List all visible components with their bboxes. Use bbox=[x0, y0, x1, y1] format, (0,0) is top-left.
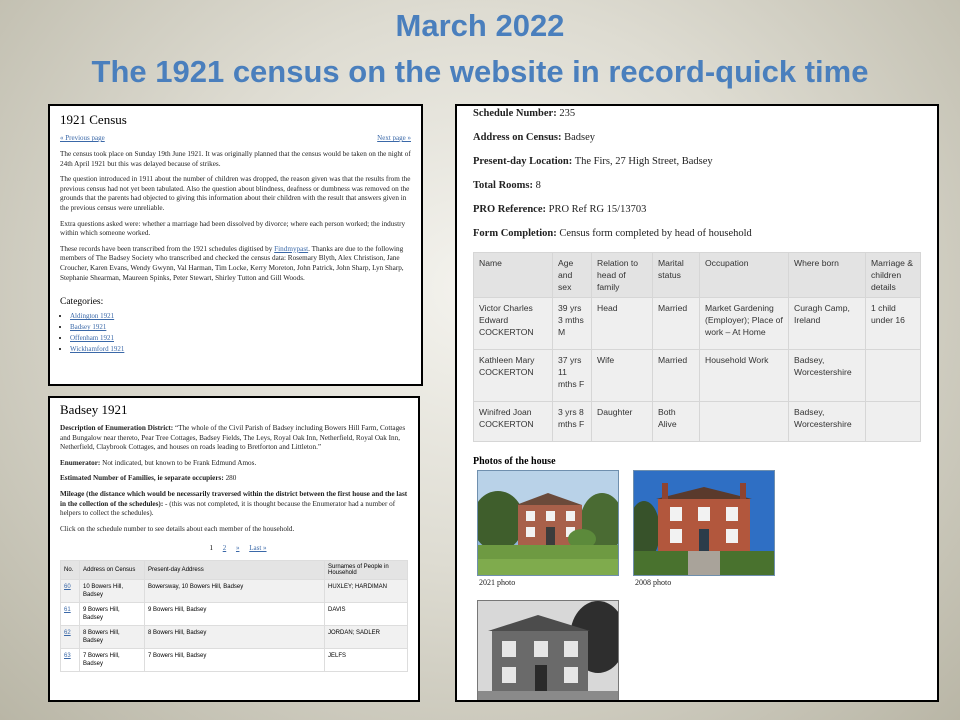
table-header bbox=[474, 253, 921, 298]
column-header: Where born bbox=[789, 253, 866, 298]
photo-caption-2008: 2008 photo bbox=[635, 578, 672, 587]
badsey-1921-panel bbox=[48, 396, 420, 702]
list-item bbox=[70, 333, 411, 344]
enumerator bbox=[60, 459, 408, 469]
field-value: 8 bbox=[533, 180, 541, 191]
table-cell: Badsey, Worcestershire bbox=[789, 402, 866, 442]
table-row bbox=[474, 402, 921, 442]
pro-reference bbox=[473, 204, 921, 215]
field-label: Present-day Location: bbox=[473, 156, 573, 167]
list-item bbox=[70, 311, 411, 322]
table-cell: 10 Bowers Hill, Badsey bbox=[80, 580, 145, 603]
column-header: Marital status bbox=[653, 253, 700, 298]
household-table bbox=[473, 252, 921, 442]
column-header: Name bbox=[474, 253, 553, 298]
schedules-table bbox=[60, 560, 408, 672]
table-cell bbox=[700, 402, 789, 442]
house-photo-historic[interactable] bbox=[477, 600, 619, 702]
table-row bbox=[474, 350, 921, 402]
list-item bbox=[70, 344, 411, 355]
field-label: PRO Reference: bbox=[473, 204, 546, 215]
credits-paragraph bbox=[60, 245, 411, 283]
field-label: Address on Census: bbox=[473, 132, 562, 143]
table-cell: 7 Bowers Hill, Badsey bbox=[80, 649, 145, 672]
photo-caption-2021: 2021 photo bbox=[479, 578, 516, 587]
field-value: 280 bbox=[223, 474, 237, 483]
field-label: Enumerator: bbox=[60, 458, 101, 467]
table-cell: JELFS bbox=[325, 649, 408, 672]
column-header: Marriage & children details bbox=[866, 253, 921, 298]
table-cell: 8 Bowers Hill, Badsey bbox=[80, 626, 145, 649]
page-current: 1 bbox=[209, 544, 213, 553]
table-cell: Daughter bbox=[592, 402, 653, 442]
table-cell: Bowersway, 10 Bowers Hill, Badsey bbox=[145, 580, 325, 603]
field-value: Not indicated, but known to be Frank Edmund Amos. bbox=[100, 458, 257, 467]
categories-heading: Categories: bbox=[60, 297, 104, 308]
field-label: Total Rooms: bbox=[473, 180, 533, 191]
field-label: Schedule Number: bbox=[473, 108, 557, 119]
house-photo-2008[interactable] bbox=[633, 470, 775, 576]
table-cell: Winifred Joan COCKERTON bbox=[474, 402, 553, 442]
table-cell: HUXLEY; HARDIMAN bbox=[325, 580, 408, 603]
field-label: Form Completion: bbox=[473, 228, 557, 239]
schedule-number bbox=[473, 108, 921, 119]
list-item bbox=[70, 322, 411, 333]
estimated-families bbox=[60, 474, 408, 484]
table-cell bbox=[866, 350, 921, 402]
house-photo-2021[interactable] bbox=[477, 470, 619, 576]
next-page-link[interactable]: » bbox=[235, 544, 240, 553]
table-cell bbox=[61, 649, 80, 672]
field-label: Description of Enumeration District: bbox=[60, 424, 174, 432]
table-cell: Wife bbox=[592, 350, 653, 402]
page-title: Badsey 1921 bbox=[60, 402, 128, 417]
table-cell: DAVIS bbox=[325, 603, 408, 626]
table-cell: 8 Bowers Hill, Badsey bbox=[145, 626, 325, 649]
category-link-offenham[interactable]: Offenham 1921 bbox=[70, 334, 114, 343]
field-label: Estimated Number of Families, ie separate occupiers: bbox=[60, 474, 224, 483]
schedule-link[interactable]: 63 bbox=[64, 653, 71, 660]
present-day-location bbox=[473, 156, 921, 167]
table-row bbox=[474, 298, 921, 350]
table-cell: 9 Bowers Hill, Badsey bbox=[145, 603, 325, 626]
category-link-wickhamford[interactable]: Wickhamford 1921 bbox=[70, 345, 125, 354]
table-cell: Badsey, Worcestershire bbox=[789, 350, 866, 402]
extra-questions-paragraph: Extra questions asked were: whether a marriage had been dissolved by divorce; where each person worked; the industry within which someone worked. bbox=[60, 219, 406, 238]
table-cell: JORDAN; SADLER bbox=[325, 626, 408, 649]
slide-title: March 2022 bbox=[395, 8, 565, 43]
table-cell: Head bbox=[592, 298, 653, 350]
column-header: No. bbox=[61, 561, 80, 580]
next-page-link[interactable]: Next page » bbox=[377, 134, 411, 142]
table-cell: Kathleen Mary COCKERTON bbox=[474, 350, 553, 402]
findmypast-link[interactable]: Findmypast bbox=[274, 244, 309, 253]
table-cell: 1 child under 16 bbox=[866, 298, 921, 350]
previous-page-link[interactable]: « Previous page bbox=[60, 134, 105, 142]
form-completion bbox=[473, 228, 921, 239]
page-link-2[interactable]: 2 bbox=[222, 544, 227, 553]
credits-text: These records have been transcribed from the 1921 schedules digitised by bbox=[60, 244, 275, 253]
slide-subtitle: The 1921 census on the website in record-quick time bbox=[91, 54, 869, 89]
table-header bbox=[61, 561, 408, 580]
pagination bbox=[60, 544, 408, 552]
table-row bbox=[61, 649, 408, 672]
photos-heading: Photos of the house bbox=[473, 456, 556, 467]
table-cell bbox=[866, 402, 921, 442]
table-cell bbox=[61, 603, 80, 626]
field-value: Badsey bbox=[561, 132, 596, 143]
field-value: 235 bbox=[556, 108, 576, 119]
field-value: Census form completed by head of household bbox=[556, 228, 752, 239]
census-overview-panel bbox=[48, 104, 423, 386]
total-rooms bbox=[473, 180, 921, 191]
table-cell: Market Gardening (Employer); Place of work – At Home bbox=[700, 298, 789, 350]
mileage bbox=[60, 490, 408, 519]
table-cell: Both Alive bbox=[653, 402, 700, 442]
column-header: Age and sex bbox=[553, 253, 592, 298]
table-cell: 39 yrs 3 mths M bbox=[553, 298, 592, 350]
schedule-link[interactable]: 62 bbox=[64, 630, 71, 637]
field-value: - (this was not completed, it is thought because the Enumerator had a number of helpers to collect the schedules). bbox=[60, 499, 396, 518]
field-value: PRO Ref RG 15/13703 bbox=[545, 204, 647, 215]
table-cell: Married bbox=[653, 350, 700, 402]
table-cell: 37 yrs 11 mths F bbox=[553, 350, 592, 402]
field-value: The Firs, 27 High Street, Badsey bbox=[572, 156, 713, 167]
page-title: 1921 Census bbox=[60, 112, 127, 127]
table-cell: 3 yrs 8 mths F bbox=[553, 402, 592, 442]
table-cell: Victor Charles Edward COCKERTON bbox=[474, 298, 553, 350]
category-link-badsey[interactable]: Badsey 1921 bbox=[70, 323, 107, 332]
field-label: Mileage (the distance which would be necessarily traversed within the district between the first house and the last in the collection of the schedules): bbox=[60, 489, 408, 508]
schedule-detail-panel bbox=[455, 104, 939, 702]
intro-paragraph: The census took place on Sunday 19th June 1921. It was originally planned that the census would be taken on the night of 24th April 1921 but this was delayed because of strikes. bbox=[60, 150, 411, 168]
schedule-link[interactable]: 60 bbox=[64, 584, 71, 591]
column-header: Occupation bbox=[700, 253, 789, 298]
column-header: Surnames of People in Household bbox=[325, 561, 408, 580]
enumeration-description bbox=[60, 424, 408, 453]
table-row bbox=[61, 603, 408, 626]
field-value: “The whole of the Civil Parish of Badsey including Bowers Hill Farm, Cottages and Bungalow near thereto, Pear Tree Cottages, Badsey Fields, The Leys, Royal Oak Inn, Netherfield, Royal Oak Inn, Netherfield, Claybrook Cottages, and houses on roads leading to Bretforton and Littleton.” bbox=[60, 424, 406, 452]
column-header: Address on Census bbox=[80, 561, 145, 580]
address-on-census bbox=[473, 132, 921, 143]
table-cell: Curagh Camp, Ireland bbox=[789, 298, 866, 350]
table-cell: Married bbox=[653, 298, 700, 350]
column-header: Relation to head of family bbox=[592, 253, 653, 298]
table-row bbox=[61, 626, 408, 649]
questions-paragraph: The question introduced in 1911 about the number of children was dropped, the reason given was that the results from the previous census had not yet been tabulated. Also the question about blindness, deafness or dumbness was removed on the grounds that the parents had objected to giving this information about their children with the result that answers given in the previous census were unreliable. bbox=[60, 175, 411, 212]
table-cell bbox=[61, 626, 80, 649]
category-link-aldington[interactable]: Aldington 1921 bbox=[70, 312, 115, 321]
instructions-text: Click on the schedule number to see details about each member of the household. bbox=[60, 524, 295, 533]
table-cell: 7 Bowers Hill, Badsey bbox=[145, 649, 325, 672]
column-header: Present-day Address bbox=[145, 561, 325, 580]
schedule-link[interactable]: 61 bbox=[64, 607, 71, 614]
table-cell: 9 Bowers Hill, Badsey bbox=[80, 603, 145, 626]
credits-text-rest: . Thanks are due to the following members of The Badsey Society who transcribed and checked the census data: Rosemary Blyth, Alex Christison, Jane Croucher, Karen Evans, Wendy Gwynn, Val Harman, Tim Locke, Kerry Moreton, John Patrick, John Sharp, Lyn Sharp, Stephanie Shearman, Maureen Spinks, Peter Stewart, Shirley Tutton and Gill Woods. bbox=[60, 244, 404, 282]
categories-list bbox=[60, 311, 411, 355]
table-cell bbox=[61, 580, 80, 603]
last-page-link[interactable]: Last » bbox=[249, 544, 267, 553]
page-navigation bbox=[60, 134, 411, 142]
table-cell: Household Work bbox=[700, 350, 789, 402]
table-row bbox=[61, 580, 408, 603]
